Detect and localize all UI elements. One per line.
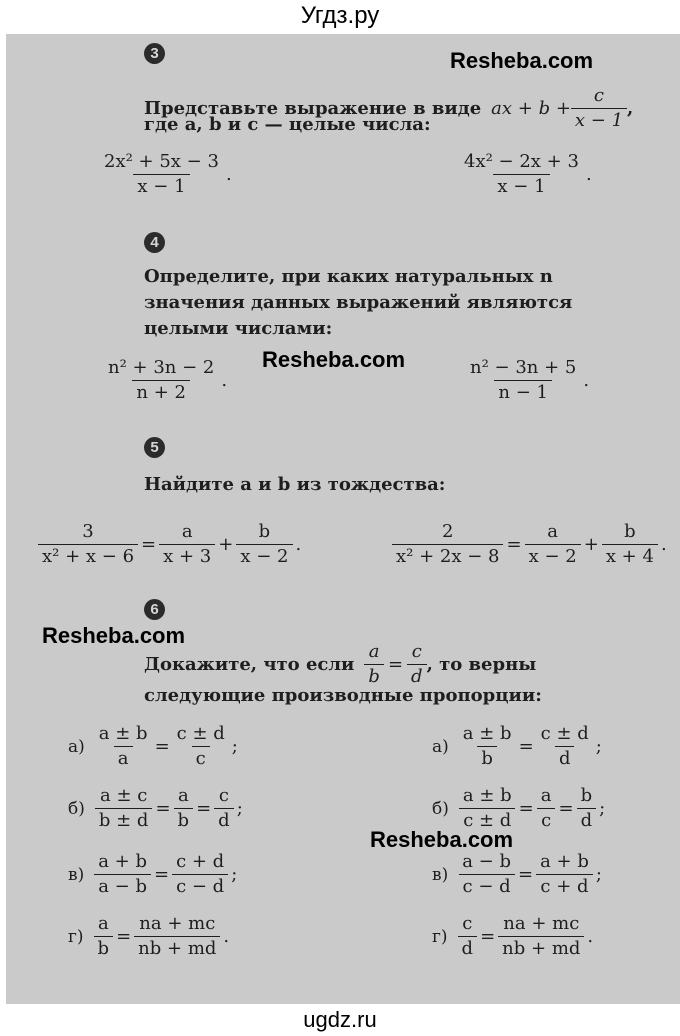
fraction: $\frac{a \pm b}{b}$ — [462, 723, 512, 769]
task-5-number-badge: 5 — [144, 437, 165, 458]
proportion-4-right: г) $\frac{c}{d}$ = $\frac{na + mc}{nb + md}$ . — [432, 913, 594, 959]
fraction: $\frac{a \pm c}{b \pm d}$ — [95, 784, 153, 833]
task-4-text-1: Определите, при каких натуральных n — [144, 266, 553, 287]
proportion-3-left: в) $\frac{a + b}{a - b}$ = $\frac{c + d}{c - d}$ ; — [68, 851, 238, 897]
fraction: $\frac{b}{d}$ — [577, 784, 597, 833]
site-footer — [0, 1004, 680, 1036]
task-3-number-badge: 3 — [144, 43, 165, 64]
fraction: $\frac{a}{b}$ — [174, 784, 194, 833]
proportion-4-left: г) $\frac{a}{b}$ = $\frac{na + mc}{nb + md}$ . — [68, 913, 230, 959]
fraction: $\frac{c \pm d}{c}$ — [176, 723, 225, 769]
fraction: $\frac{na + mc}{nb + md}$ — [498, 912, 584, 961]
proportion-1-left: а) $\frac{a \pm b}{a}$ = $\frac{c \pm d}{c}$ ; — [68, 723, 238, 769]
task-3-axb: ax + b + — [491, 97, 571, 119]
proportion-2-left: б) $\frac{a \pm c}{b \pm d}$ = $\frac{a}{b}$ = $\frac{c}{d}$ ; — [68, 785, 243, 831]
watermark: Resheba.com — [450, 48, 594, 73]
task-5-identity-1: $\frac{3}{\text{x² + x − 6}}$ = $\frac{a}{x + 3}$ + $\frac{b}{x - 2}$ . — [38, 520, 304, 569]
fraction: $\frac{c + d}{c - d}$ — [172, 850, 228, 899]
site-header — [0, 0, 680, 34]
task-4-text-3: целыми числами: — [144, 318, 333, 339]
proportion-2-right: б) $\frac{a \pm b}{c \pm d}$ = $\frac{a}{c}$ = $\frac{b}{d}$ ; — [432, 785, 606, 831]
task-3-c-fraction: $\frac{c}{x - 1}$ — [571, 84, 627, 133]
task-3-text-2: где a, b и c — целые числа: — [144, 114, 431, 135]
item-label: а) — [432, 736, 449, 757]
task-6-statement: Докажите, что если $\frac{a}{b}$ = $\frac{c}{d}$ , то верны — [144, 641, 537, 687]
item-label: в) — [432, 864, 449, 885]
fraction: $\frac{a \pm b}{a}$ — [98, 723, 148, 769]
fraction: $\frac{a + b}{a - b}$ — [94, 850, 151, 899]
task-5-identity-2: $\frac{2}{\text{x² + 2x − 8}}$ = $\frac{a}{x - 2}$ + $\frac{b}{x + 4}$ . — [392, 520, 670, 569]
watermark: Resheba.com — [42, 623, 186, 648]
fraction: $\frac{na + mc}{nb + md}$ — [134, 912, 220, 961]
fraction: $\frac{a}{b}$ — [94, 912, 114, 961]
fraction: $\frac{a}{c}$ — [537, 784, 556, 833]
task-4-expr-1: $\frac{\text{n² + 3n − 2}}{n + 2}$ . — [108, 357, 228, 403]
item-label: б) — [432, 798, 449, 819]
fraction: $\frac{a + b}{c + d}$ — [536, 850, 593, 899]
task-3-expr-1: $\frac{\text{2x² + 5x − 3}}{x - 1}$ . — [104, 151, 232, 197]
item-label: а) — [68, 736, 85, 757]
task-6-number-badge: 6 — [144, 599, 165, 620]
site-title[interactable]: Угдз.ру — [300, 2, 380, 29]
proportion-1-right: а) $\frac{a \pm b}{b}$ = $\frac{c \pm d}{d}$ ; — [432, 723, 602, 769]
item-label: б) — [68, 798, 85, 819]
task-4-expr-2: $\frac{\text{n² − 3n + 5}}{n - 1}$ . — [470, 357, 590, 403]
fraction: $\frac{c}{d}$ — [214, 784, 234, 833]
item-label: в) — [68, 864, 85, 885]
fraction: $\frac{c}{d}$ — [458, 912, 478, 961]
task-3-statement: Представьте выражение в виде ax + b + $\frac{c}{x - 1}$ , — [144, 85, 634, 131]
site-footer-title[interactable]: ugdz.ru — [303, 1007, 377, 1032]
task-4-text-2: значения данных выражений являются — [144, 292, 573, 313]
item-label: г) — [432, 926, 448, 947]
proportion-3-right: в) $\frac{a - b}{c - d}$ = $\frac{a + b}{c + d}$ ; — [432, 851, 602, 897]
task-3-text: Представьте выражение в виде — [144, 97, 482, 119]
fraction: $\frac{a - b}{c - d}$ — [458, 850, 515, 899]
task-4-number-badge: 4 — [144, 232, 165, 253]
fraction: $\frac{a \pm b}{c \pm d}$ — [459, 784, 516, 833]
item-label: г) — [68, 926, 84, 947]
task-3-expr-2: $\frac{\text{4x² − 2x + 3}}{x - 1}$ . — [464, 151, 592, 197]
task-5-text: Найдите a и b из тождества: — [144, 474, 446, 495]
fraction: $\frac{c \pm d}{d}$ — [540, 723, 589, 769]
watermark: Resheba.com — [370, 827, 514, 852]
task-6-text-2: следующие производные пропорции: — [144, 685, 542, 706]
watermark: Resheba.com — [262, 347, 406, 372]
